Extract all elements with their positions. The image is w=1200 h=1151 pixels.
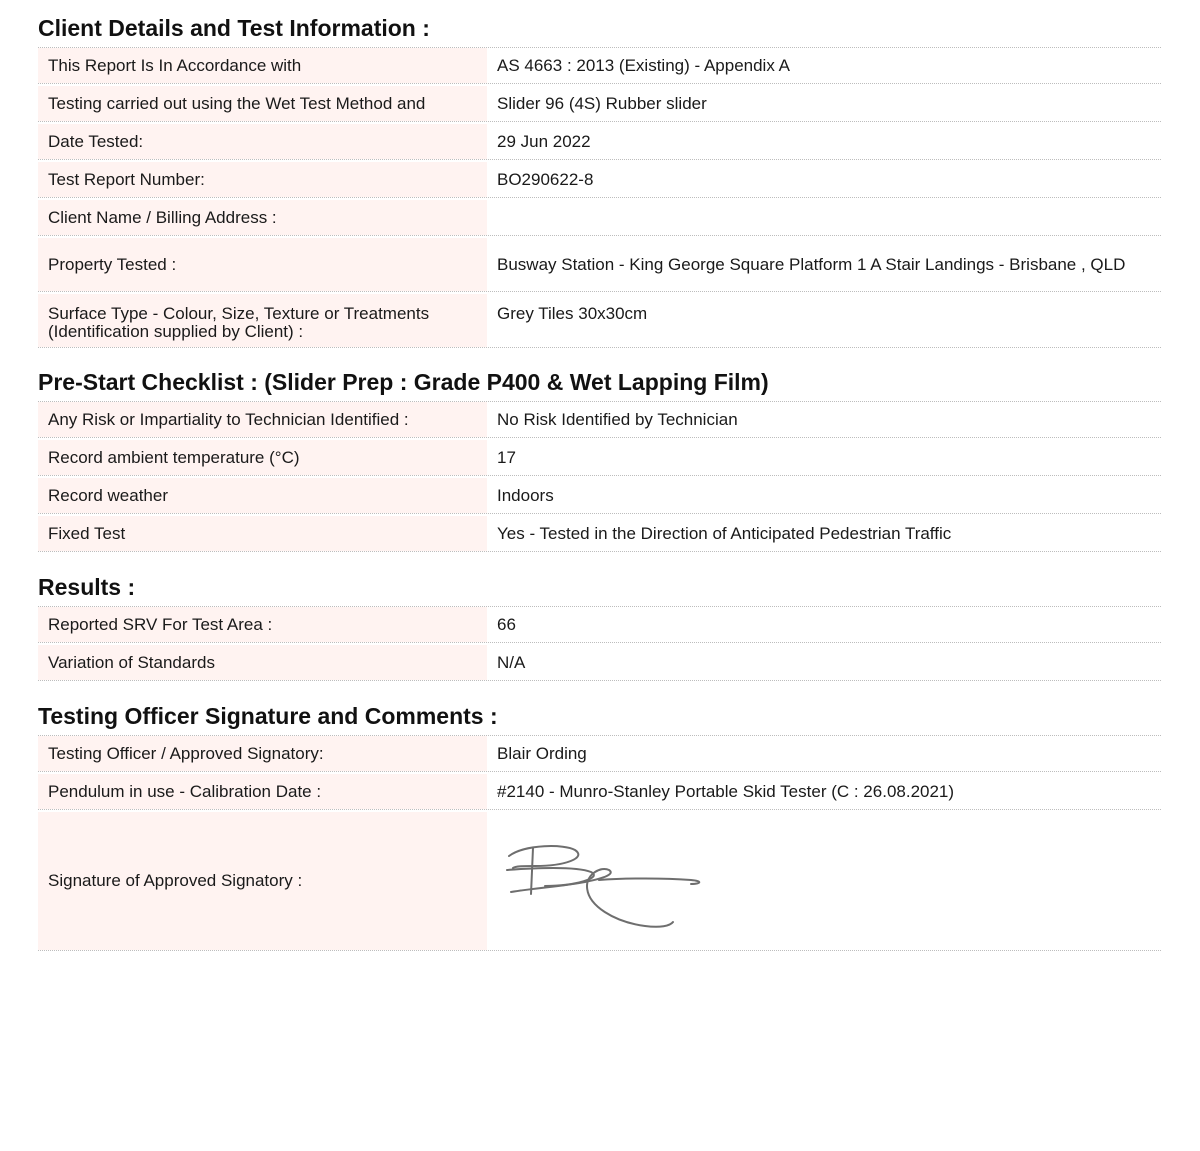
table-row [38, 478, 1161, 514]
row-value: Grey Tiles 30x30cm [497, 304, 648, 323]
table-row [38, 645, 1161, 681]
row-value: 29 Jun 2022 [497, 131, 591, 151]
row-label: Surface Type - Colour, Size, Texture or Treatments (Identification supplied by Client) : [38, 294, 487, 347]
table-row [38, 440, 1161, 476]
row-value: N/A [497, 652, 526, 672]
table-row [38, 238, 1161, 292]
section-title-results: Results : [38, 574, 136, 600]
row-label: Reported SRV For Test Area : [38, 607, 487, 642]
row-value: AS 4663 : 2013 (Existing) - Appendix A [497, 55, 790, 75]
section-title-signature: Testing Officer Signature and Comments : [38, 703, 498, 729]
table-row [38, 736, 1161, 772]
table-row [38, 200, 1161, 236]
table-row [38, 607, 1161, 643]
row-label: Test Report Number: [38, 162, 487, 197]
row-value: Yes - Tested in the Direction of Anticipated Pedestrian Traffic [497, 523, 952, 543]
table-row [38, 774, 1161, 810]
row-value: No Risk Identified by Technician [497, 409, 738, 429]
row-label: This Report Is In Accordance with [38, 48, 487, 83]
row-value: Indoors [497, 485, 554, 505]
row-label: Pendulum in use - Calibration Date : [38, 774, 487, 809]
row-label: Any Risk or Impartiality to Technician Identified : [38, 402, 487, 437]
signature-value [487, 812, 1161, 950]
pre-start-checklist-section [38, 369, 1161, 552]
row-value: Busway Station - King George Square Platform 1 A Stair Landings - Brisbane , QLD [497, 254, 1126, 274]
row-label: Client Name / Billing Address : [38, 200, 487, 235]
signature-image [495, 826, 715, 936]
row-value: Slider 96 (4S) Rubber slider [497, 93, 707, 113]
results-table [38, 606, 1161, 681]
table-row [38, 162, 1161, 198]
client-details-table [38, 47, 1161, 348]
section-title-client-details: Client Details and Test Information : [38, 15, 430, 41]
pre-start-checklist-table [38, 401, 1161, 552]
row-label: Testing Officer / Approved Signatory: [38, 736, 487, 771]
section-title-pre-start-checklist: Pre-Start Checklist : (Slider Prep : Grade P400 & Wet Lapping Film) [38, 369, 769, 395]
row-label: Fixed Test [38, 516, 487, 551]
row-value: BO290622-8 [497, 169, 594, 189]
row-label: Record ambient temperature (°C) [38, 440, 487, 475]
row-label: Testing carried out using the Wet Test Method and [38, 86, 487, 121]
table-row [38, 294, 1161, 348]
results-section [38, 574, 1161, 681]
signature-section [38, 703, 1161, 951]
row-value: 66 [497, 614, 516, 634]
report-page [38, 0, 1161, 951]
row-label: Signature of Approved Signatory : [38, 812, 487, 950]
table-row [38, 124, 1161, 160]
row-label: Property Tested : [38, 238, 487, 291]
row-value [487, 200, 1161, 235]
row-value: Blair Ording [497, 743, 587, 763]
row-label: Date Tested: [38, 124, 487, 159]
row-label: Record weather [38, 478, 487, 513]
row-value: 17 [497, 447, 516, 467]
table-row [38, 86, 1161, 122]
table-row [38, 402, 1161, 438]
table-row [38, 48, 1161, 84]
table-row [38, 812, 1161, 951]
signature-table [38, 735, 1161, 951]
table-row [38, 516, 1161, 552]
client-details-section [38, 15, 1161, 348]
row-value: #2140 - Munro-Stanley Portable Skid Tester (C : 26.08.2021) [497, 781, 955, 801]
row-label: Variation of Standards [38, 645, 487, 680]
